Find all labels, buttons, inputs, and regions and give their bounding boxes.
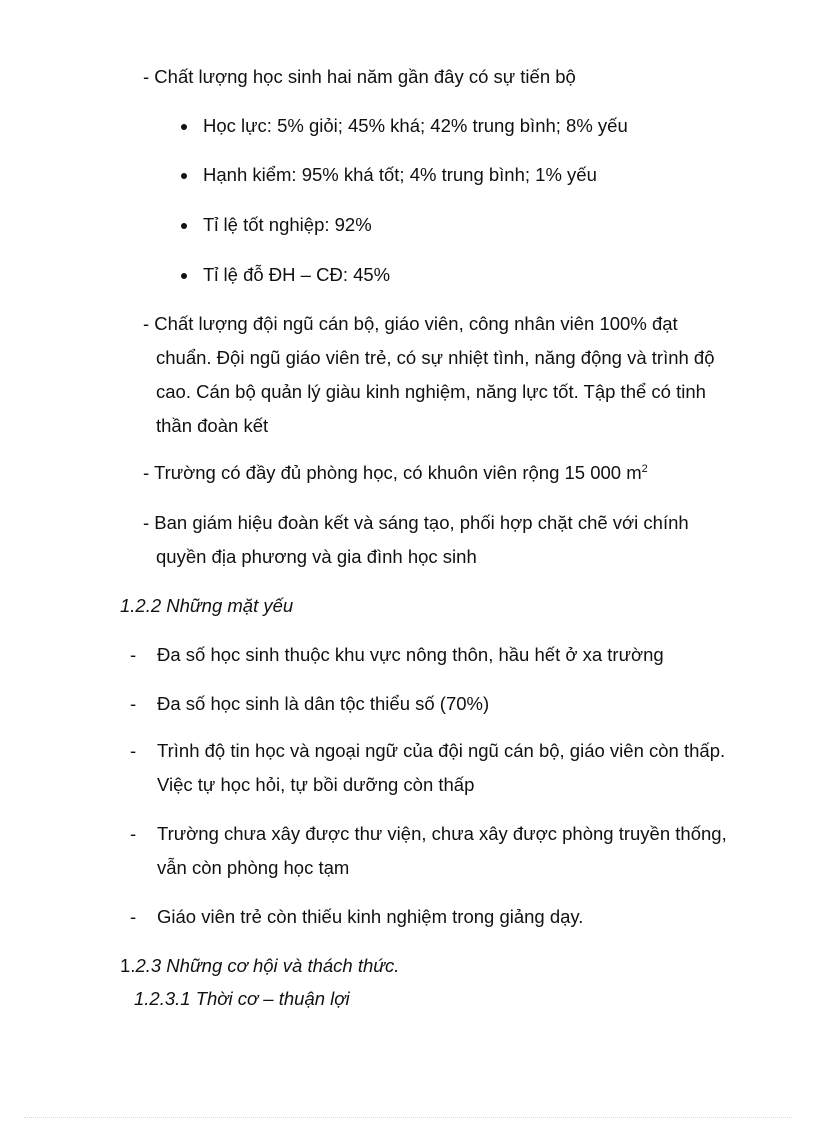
dash-marker: - [130,644,137,665]
campus-line [143,464,648,483]
weakness-item-3-line-2: Việc tự học hỏi, tự bồi dưỡng còn thấp [157,774,475,795]
opportunities-heading [120,957,399,976]
campus-superscript: 2 [641,463,648,475]
quality-header: - Chất lượng học sinh hai năm gần đây có sự tiến bộ [143,66,576,87]
bullet-icon [181,223,187,229]
staff-line-3: cao. Cán bộ quản lý giàu kinh nghiệm, năng lực tốt. Tập thể có tinh [156,381,706,402]
bullet-graduation: Tỉ lệ tốt nghiệp: 92% [203,214,372,235]
board-line-2: quyền địa phương và gia đình học sinh [156,546,477,567]
weakness-item-5: Giáo viên trẻ còn thiếu kinh nghiệm trong giảng dạy. [157,906,584,927]
weaknesses-heading: 1.2.2 Những mặt yếu [120,595,294,616]
staff-line-1: - Chất lượng đội ngũ cán bộ, giáo viên, công nhân viên 100% đạt [143,313,678,334]
opportunities-heading-number: 1. [120,955,136,976]
weakness-item-3-line-1: Trình độ tin học và ngoại ngữ của đội ngũ cán bộ, giáo viên còn thấp. [157,740,726,761]
board-line-1: - Ban giám hiệu đoàn kết và sáng tạo, phối hợp chặt chẽ với chính [143,512,689,533]
weakness-item-2: Đa số học sinh là dân tộc thiểu số (70%) [157,693,490,714]
weakness-item-1: Đa số học sinh thuộc khu vực nông thôn, hầu hết ở xa trường [157,644,664,665]
weakness-item-4-line-2: vẫn còn phòng học tạm [157,857,350,878]
bullet-university: Tỉ lệ đỗ ĐH – CĐ: 45% [203,264,391,285]
weakness-item-4-line-1: Trường chưa xây được thư viện, chưa xây được phòng truyền thống, [157,823,727,844]
staff-line-2: chuẩn. Đội ngũ giáo viên trẻ, có sự nhiệt tình, năng động và trình độ [156,347,715,368]
bullet-conduct: Hạnh kiểm: 95% khá tốt; 4% trung bình; 1% yếu [203,164,597,185]
campus-text: - Trường có đầy đủ phòng học, có khuôn viên rộng 15 000 m [143,462,642,483]
bullet-icon [181,124,187,130]
dash-marker: - [130,740,137,761]
bullet-icon [181,273,187,279]
bullet-academic: Học lực: 5% giỏi; 45% khá; 42% trung bình; 8% yếu [203,115,628,136]
dash-marker: - [130,693,137,714]
bullet-icon [181,173,187,179]
staff-line-4: thần đoàn kết [156,415,269,436]
page-bottom-divider [24,1117,792,1118]
opportunities-subheading: 1.2.3.1 Thời cơ – thuận lợi [134,988,350,1009]
dash-marker: - [130,823,137,844]
opportunities-heading-text: 2.3 Những cơ hội và thách thức. [135,955,400,976]
dash-marker: - [130,906,137,927]
